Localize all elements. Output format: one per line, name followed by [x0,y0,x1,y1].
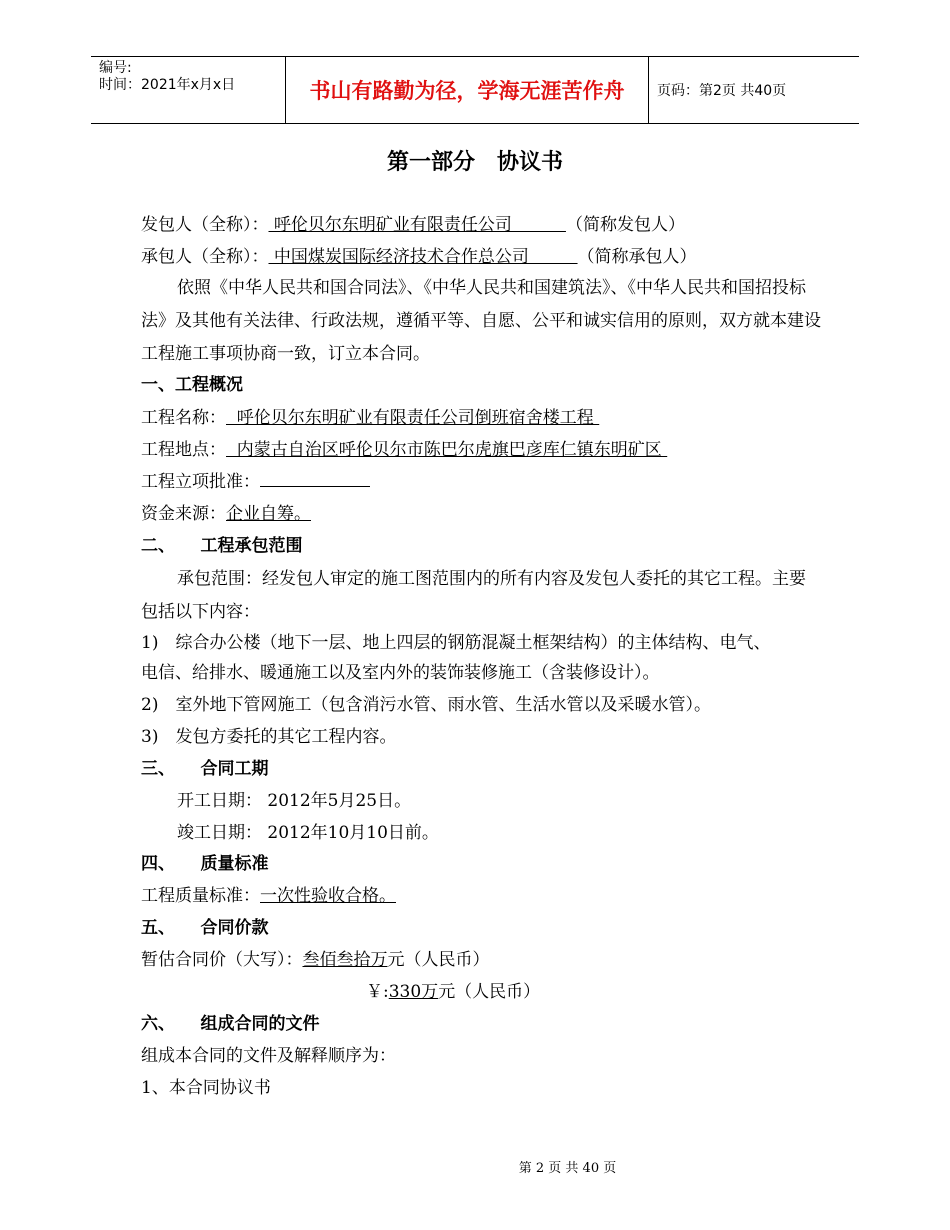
project-name-label: 工程名称： [141,408,226,428]
page-header [91,56,859,124]
doc-order-text: 组成本合同的文件及解释顺序为： [141,1046,396,1066]
project-location-value: 内蒙古自治区呼伦贝尔市陈巴尔虎旗巴彦库仁镇东明矿区 [226,440,668,460]
intro-paragraph: 依照《中华人民共和国合同法》、《中华人民共和国建筑法》、《中华人民共和国招投标法》及其他有关法律、行政法规，遵循平等、自愿、公平和诚实信用的原则，双方就本建设工程施工事项协商一致，订立本合同。 [141,278,821,364]
contractor-label: 承包人（全称）： [141,247,269,267]
page-footer: 第 2 页 共 40 页 [518,1161,617,1176]
contractor-name: 中国煤炭国际经济技术合作总公司 [268,247,578,267]
fund-source-line [141,503,311,525]
employer-label: 发包人（全称）： [141,215,269,235]
quality-line [141,885,396,907]
section6-heading: 六、 组成合同的文件 [141,1014,320,1034]
scope-item-1a: 1) 综合办公楼（地下一层、地上四层的钢筋混凝土框架结构）的主体结构、电气、 [141,633,771,653]
scope-item-2: 2) 室外地下管网施工（包含消污水管、雨水管、生活水管以及采暖水管）。 [141,695,711,715]
project-location-line [141,439,667,461]
end-date: 竣工日期： 2012年10月10日前。 [177,823,439,843]
price-upper-value: 叁佰叁拾万 [302,950,388,970]
quality-value: 一次性验收合格。 [260,886,396,906]
contractor-suffix: （简称承包人） [577,247,697,267]
price-yen-label: ￥: [366,982,389,1002]
employer-suffix: （简称发包人） [565,215,685,235]
price-yen-suffix: 元（人民币） [438,982,541,1002]
project-approval-label: 工程立项批准： [141,472,260,492]
serial-label: 编号: [99,60,132,76]
project-location-label: 工程地点： [141,440,226,460]
header-meta [99,60,279,94]
scope-item-3: 3) 发包方委托的其它工程内容。 [141,727,397,747]
section4-heading: 四、 质量标准 [141,854,269,874]
fund-source-label: 资金来源： [141,504,226,524]
section1-heading: 一、工程概况 [141,375,243,395]
approval-blank [260,472,370,487]
contractor-line [141,246,697,268]
price-upper-line [141,949,490,971]
time-label: 时间：2021年x月x日 [99,77,236,93]
scope-paragraph: 承包范围：经发包人审定的施工图范围内的所有内容及发包人委托的其它工程。主要包括以下内容： [141,569,806,622]
header-motto: 书山有路勤为径，学海无涯苦作舟 [285,57,649,123]
project-name-value: 呼伦贝尔东明矿业有限责任公司倒班宿舍楼工程 [226,408,600,428]
price-yen-line [366,981,540,1003]
document-title: 第一部分 协议书 [386,150,563,175]
price-upper-label: 暂估合同价（大写）： [141,950,303,970]
project-approval-line [141,471,370,493]
fund-source-value: 企业自筹。 [226,504,311,524]
employer-name: 呼伦贝尔东明矿业有限责任公司 [268,215,566,235]
doc-item-1: 1、本合同协议书 [141,1078,271,1098]
employer-line [141,214,685,236]
price-yen-value: 330万 [388,982,439,1002]
start-date: 开工日期： 2012年5月25日。 [177,791,412,811]
price-upper-suffix: 元（人民币） [387,950,490,970]
quality-label: 工程质量标准： [141,886,260,906]
section5-heading: 五、 合同价款 [141,918,269,938]
section2-heading: 二、 工程承包范围 [141,536,303,556]
scope-item-1b: 电信、给排水、暖通施工以及室内外的装饰装修施工（含装修设计）。 [141,663,660,683]
section3-heading: 三、 合同工期 [141,759,269,779]
project-name-line [141,407,599,429]
header-page-info: 页码：第2页 共40页 [657,83,787,99]
